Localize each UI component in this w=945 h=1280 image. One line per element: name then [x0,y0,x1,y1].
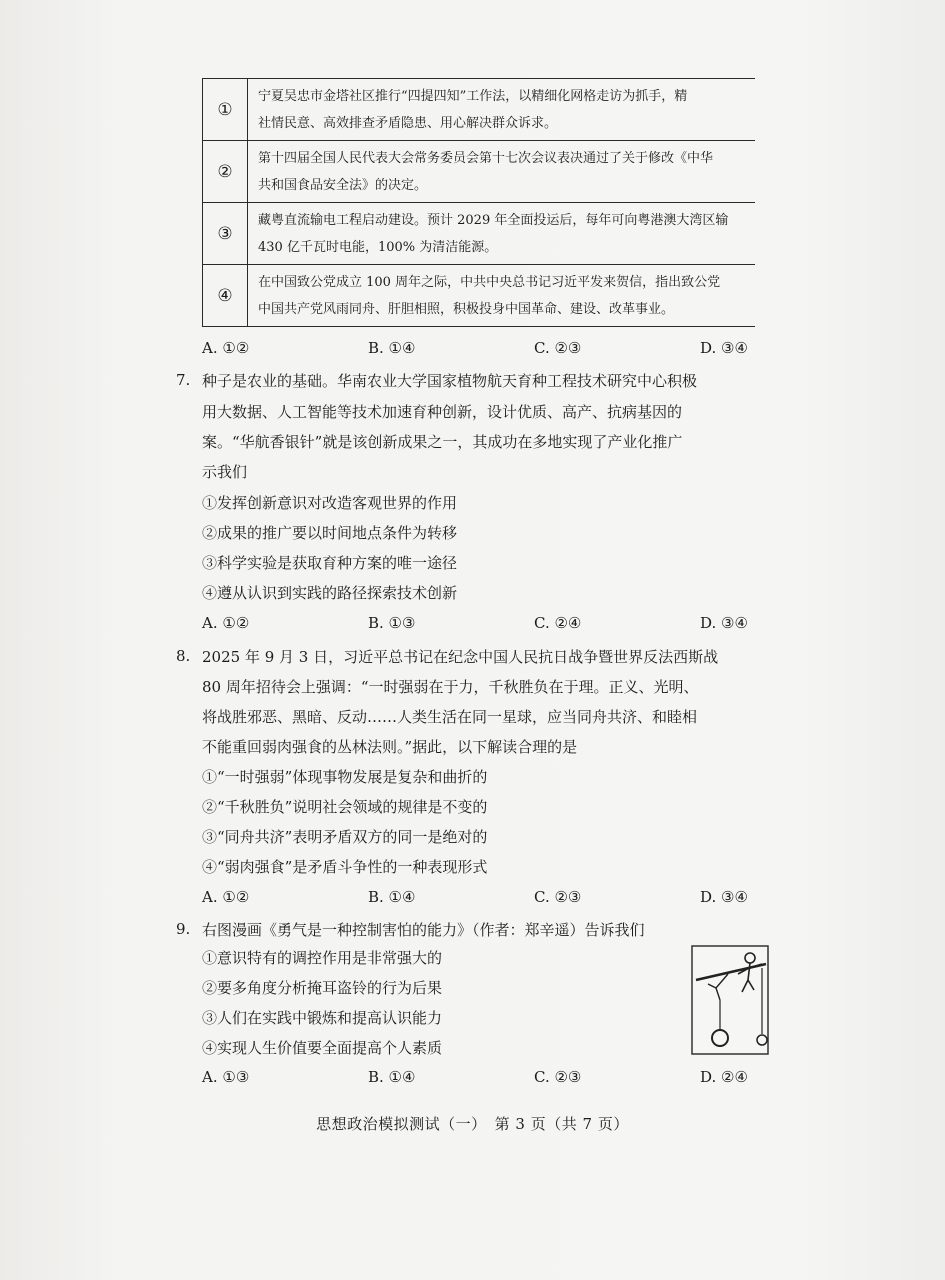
option-d[interactable]: D. ③④ [700,339,748,357]
option-a[interactable]: A. ①② [202,614,250,632]
option-c[interactable]: C. ②③ [534,339,582,357]
row-number: ④ [203,265,248,327]
statement-item: ④遵从认识到实践的路径探索技术创新 [202,584,458,602]
q6-options [202,339,762,363]
q8-options [202,888,762,912]
q7-options [202,614,762,638]
statement-item: ②“千秋胜负”说明社会领域的规律是不变的 [202,798,488,816]
question-number: 9. [176,920,191,938]
option-b[interactable]: B. ①③ [368,614,416,632]
statement-item: ①发挥创新意识对改造客观世界的作用 [202,494,458,512]
option-d[interactable]: D. ③④ [700,614,748,632]
row-text: 宁夏吴忠市金塔社区推行“四提四知”工作法，以精细化网格走访为抓手，精 社情民意、高效排查矛盾隐患、用心解决群众诉求。 [248,79,756,141]
statement-item: ③人们在实践中锻炼和提高认识能力 [202,1009,443,1027]
page-footer: 思想政治模拟测试（一） 第 3 页（共 7 页） [316,1115,629,1133]
question-text: 案。“华航香银针”就是该创新成果之一，其成功在多地实现了产业化推广 [202,433,683,451]
statement-item: ②要多角度分析掩耳盗铃的行为后果 [202,979,443,997]
question-text: 用大数据、人工智能等技术加速育种创新，设计优质、高产、抗病基因的 [202,403,683,421]
question-text: 种子是农业的基础。华南农业大学国家植物航天育种工程技术研究中心积极 [202,372,698,390]
cartoon-frame [692,946,768,1054]
table-row [203,265,756,327]
option-d[interactable]: D. ③④ [700,888,748,906]
statement-item: ②成果的推广要以时间地点条件为转移 [202,524,458,542]
option-b[interactable]: B. ①④ [368,888,416,906]
q9-options [202,1068,762,1092]
table-row [203,141,756,203]
option-c[interactable]: C. ②④ [534,614,582,632]
question-number: 7. [176,371,191,389]
material-table [202,78,755,327]
question-text: 将战胜邪恶、黑暗、反动……人类生活在同一星球，应当同舟共济、和睦相 [202,708,698,726]
cartoon-image [690,944,770,1056]
statement-item: ③“同舟共济”表明矛盾双方的同一是绝对的 [202,828,488,846]
question-text: 80 周年招待会上强调：“一时强弱在于力，千秋胜负在于理。正义、光明、 [202,678,699,696]
question-text: 示我们 [202,463,248,481]
statement-item: ③科学实验是获取育种方案的唯一途径 [202,554,458,572]
row-number: ① [203,79,248,141]
option-b[interactable]: B. ①④ [368,339,416,357]
row-text: 藏粤直流输电工程启动建设。预计 2029 年全面投运后，每年可向粤港澳大湾区输 430 亿千瓦时电能，100% 为清洁能源。 [248,203,756,265]
row-text: 在中国致公党成立 100 周年之际，中共中央总书记习近平发来贺信，指出致公党 中国共产党风雨同舟、肝胆相照，积极投身中国革命、建设、改革事业。 [248,265,756,327]
question-number: 8. [176,647,191,665]
option-a[interactable]: A. ①② [202,339,250,357]
option-c[interactable]: C. ②③ [534,1068,582,1086]
table-row [203,203,756,265]
option-c[interactable]: C. ②③ [534,888,582,906]
option-a[interactable]: A. ①③ [202,1068,250,1086]
statement-item: ④实现人生价值要全面提高个人素质 [202,1039,443,1057]
option-d[interactable]: D. ②④ [700,1068,748,1086]
question-text: 2025 年 9 月 3 日，习近平总书记在纪念中国人民抗日战争暨世界反法西斯战 [202,648,719,666]
table-row [203,79,756,141]
question-text: 右图漫画《勇气是一种控制害怕的能力》（作者：郑辛遥）告诉我们 [202,921,645,939]
row-number: ③ [203,203,248,265]
statement-item: ④“弱肉强食”是矛盾斗争性的一种表现形式 [202,858,488,876]
statement-item: ①“一时强弱”体现事物发展是复杂和曲折的 [202,768,488,786]
option-a[interactable]: A. ①② [202,888,250,906]
option-b[interactable]: B. ①④ [368,1068,416,1086]
row-text: 第十四届全国人民代表大会常务委员会第十七次会议表决通过了关于修改《中华 共和国食品安全法》的决定。 [248,141,756,203]
statement-item: ①意识特有的调控作用是非常强大的 [202,949,443,967]
question-text: 不能重回弱肉强食的丛林法则。”据此，以下解读合理的是 [202,738,578,756]
row-number: ② [203,141,248,203]
